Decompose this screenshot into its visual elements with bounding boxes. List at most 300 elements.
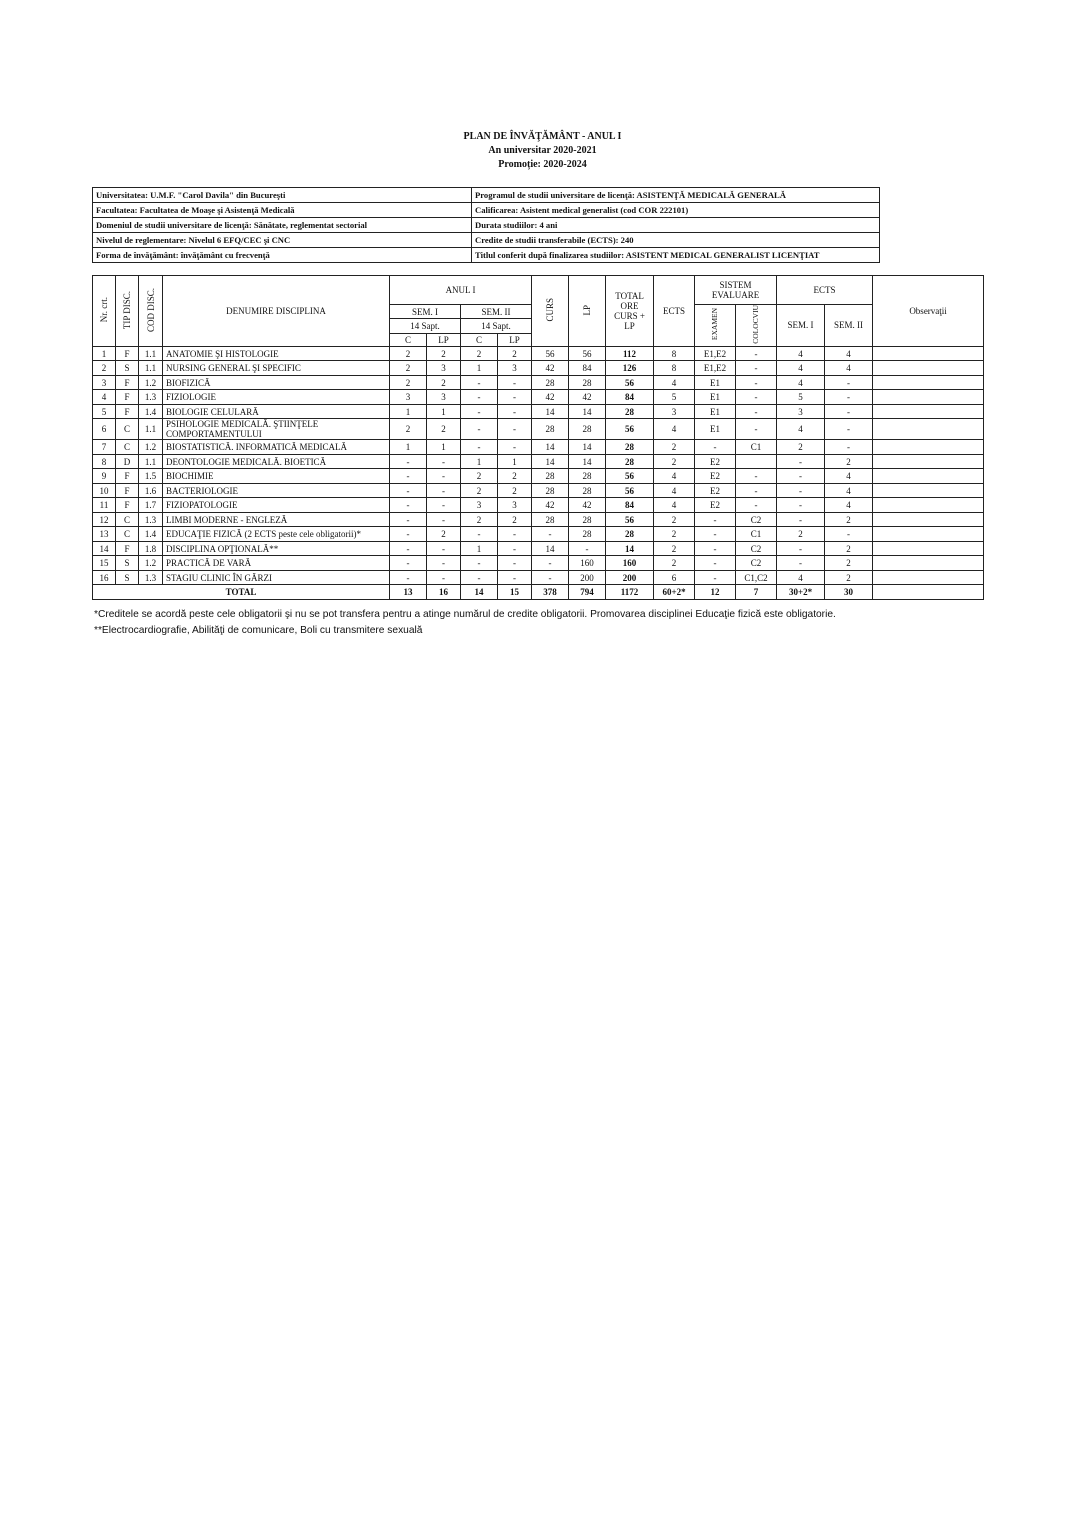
cell-tip: F	[116, 404, 139, 419]
cell-ects: 2	[654, 512, 695, 527]
total-cell: 7	[736, 585, 777, 600]
cell-examen: E2	[695, 483, 736, 498]
cell-tip: C	[116, 440, 139, 455]
cell-sem2-c: 2	[461, 346, 498, 361]
col-sem2-c: C	[461, 333, 498, 346]
cell-ects-sem1: 4	[777, 346, 825, 361]
cell-curs: 14	[532, 541, 569, 556]
plan-title: PLAN DE ÎNVĂŢĂMÂNT - ANUL I	[463, 131, 622, 142]
info-cell-left: Domeniul de studii universitare de licenţă: Sănătate, reglementat sectorial	[93, 218, 472, 233]
cell-sem2-lp: -	[498, 390, 532, 405]
cell-tip: S	[116, 361, 139, 376]
col-anul: ANUL I	[390, 276, 532, 305]
col-weeks1: 14 Sapt.	[390, 319, 461, 333]
total-cell: 30	[825, 585, 873, 600]
cell-name: BACTERIOLOGIE	[163, 483, 390, 498]
cell-sem2-c: 2	[461, 469, 498, 484]
cell-cod: 1.3	[139, 390, 163, 405]
cell-name: NURSING GENERAL ŞI SPECIFIC	[163, 361, 390, 376]
cell-nr: 12	[93, 512, 116, 527]
cell-sem1-lp: 2	[427, 419, 461, 440]
cell-ects-sem1: -	[777, 469, 825, 484]
cell-tip: F	[116, 469, 139, 484]
footnotes	[94, 607, 836, 639]
total-cell: 13	[390, 585, 427, 600]
cell-sem1-lp: 3	[427, 390, 461, 405]
cell-total: 84	[606, 390, 654, 405]
cell-curs: 42	[532, 361, 569, 376]
cell-ects-sem1: 4	[777, 419, 825, 440]
curriculum-table	[92, 275, 984, 600]
cell-examen: -	[695, 527, 736, 542]
cell-colocviu: C1	[736, 440, 777, 455]
cell-lp: 28	[569, 419, 606, 440]
col-sem2: SEM. II	[461, 305, 532, 319]
col-lp-total: LP	[569, 276, 606, 347]
info-cell-right: Credite de studii transferabile (ECTS): 240	[472, 233, 880, 248]
table-row	[93, 419, 984, 440]
cell-colocviu: C2	[736, 541, 777, 556]
cell-lp: 14	[569, 440, 606, 455]
cell-sem2-c: -	[461, 440, 498, 455]
cell-total: 28	[606, 404, 654, 419]
cell-tip: S	[116, 570, 139, 585]
info-row	[93, 248, 880, 263]
cell-sem2-c: -	[461, 419, 498, 440]
total-cell: 15	[498, 585, 532, 600]
cell-ects: 2	[654, 541, 695, 556]
cell-observatii	[873, 483, 984, 498]
table-row	[93, 361, 984, 376]
cell-nr: 6	[93, 419, 116, 440]
cell-nr: 1	[93, 346, 116, 361]
cell-total: 56	[606, 512, 654, 527]
cell-observatii	[873, 419, 984, 440]
cell-sem2-lp: -	[498, 570, 532, 585]
cell-sem1-c: -	[390, 483, 427, 498]
cell-curs: 28	[532, 512, 569, 527]
table-row	[93, 375, 984, 390]
cell-cod: 1.6	[139, 483, 163, 498]
cell-sem1-c: 2	[390, 346, 427, 361]
cell-total: 28	[606, 454, 654, 469]
promotion: Promoție: 2020-2024	[498, 159, 587, 170]
cell-curs: 42	[532, 390, 569, 405]
cell-curs: 42	[532, 498, 569, 513]
cell-ects: 4	[654, 419, 695, 440]
cell-tip: C	[116, 512, 139, 527]
cell-cod: 1.5	[139, 469, 163, 484]
cell-nr: 10	[93, 483, 116, 498]
cell-examen: E2	[695, 469, 736, 484]
cell-lp: -	[569, 541, 606, 556]
cell-curs: 14	[532, 440, 569, 455]
cell-curs: 28	[532, 469, 569, 484]
info-cell-right: Calificarea: Asistent medical generalist (cod COR 222101)	[472, 203, 880, 218]
cell-lp: 14	[569, 404, 606, 419]
cell-name: DISCIPLINA OPŢIONALĂ**	[163, 541, 390, 556]
cell-ects-sem2: 2	[825, 454, 873, 469]
cell-cod: 1.8	[139, 541, 163, 556]
cell-lp: 56	[569, 346, 606, 361]
col-sem1-lp: LP	[427, 333, 461, 346]
cell-sem2-lp: 2	[498, 469, 532, 484]
table-row	[93, 390, 984, 405]
cell-ects-sem1: -	[777, 541, 825, 556]
cell-ects-sem2: 2	[825, 556, 873, 571]
cell-lp: 28	[569, 512, 606, 527]
info-cell-left: Nivelul de reglementare: Nivelul 6 EFQ/CEC şi CNC	[93, 233, 472, 248]
col-sem2-lp: LP	[498, 333, 532, 346]
cell-tip: F	[116, 375, 139, 390]
cell-name: PRACTICĂ DE VARĂ	[163, 556, 390, 571]
table-row	[93, 512, 984, 527]
col-observatii: Observaţii	[873, 276, 984, 347]
cell-name: STAGIU CLINIC ÎN GĂRZI	[163, 570, 390, 585]
academic-year: An universitar 2020-2021	[488, 145, 597, 156]
program-info-table	[92, 187, 880, 263]
col-sistem-evaluare: SISTEM EVALUARE	[695, 276, 777, 305]
col-total: TOTAL ORE CURS + LP	[606, 276, 654, 347]
cell-total: 200	[606, 570, 654, 585]
cell-sem2-lp: 1	[498, 454, 532, 469]
cell-ects: 2	[654, 440, 695, 455]
cell-ects-sem2: -	[825, 375, 873, 390]
cell-lp: 28	[569, 375, 606, 390]
cell-nr: 5	[93, 404, 116, 419]
cell-sem1-c: 1	[390, 404, 427, 419]
cell-total: 56	[606, 469, 654, 484]
cell-ects: 8	[654, 346, 695, 361]
cell-sem1-c: -	[390, 570, 427, 585]
cell-total: 84	[606, 498, 654, 513]
info-cell-left: Universitatea: U.M.F. "Carol Davila" din Bucureşti	[93, 188, 472, 203]
total-cell	[873, 585, 984, 600]
cell-cod: 1.1	[139, 419, 163, 440]
cell-colocviu: -	[736, 404, 777, 419]
cell-sem2-c: -	[461, 556, 498, 571]
cell-name: BIOCHIMIE	[163, 469, 390, 484]
cell-observatii	[873, 570, 984, 585]
cell-tip: F	[116, 498, 139, 513]
cell-ects-sem1: 5	[777, 390, 825, 405]
cell-ects-sem1: -	[777, 498, 825, 513]
cell-total: 14	[606, 541, 654, 556]
col-ects: ECTS	[654, 276, 695, 347]
total-cell: 16	[427, 585, 461, 600]
cell-tip: F	[116, 483, 139, 498]
cell-curs: -	[532, 527, 569, 542]
cell-ects-sem1: 2	[777, 440, 825, 455]
cell-observatii	[873, 498, 984, 513]
cell-nr: 4	[93, 390, 116, 405]
cell-examen: E1	[695, 390, 736, 405]
cell-total: 56	[606, 483, 654, 498]
cell-sem1-lp: -	[427, 556, 461, 571]
total-cell: 14	[461, 585, 498, 600]
col-sem1-c: C	[390, 333, 427, 346]
cell-sem2-c: 2	[461, 483, 498, 498]
cell-colocviu: C1	[736, 527, 777, 542]
col-nr: Nr. crt.	[93, 276, 116, 347]
cell-ects-sem1: 2	[777, 527, 825, 542]
cell-examen: -	[695, 541, 736, 556]
cell-ects: 4	[654, 498, 695, 513]
cell-sem1-c: -	[390, 469, 427, 484]
cell-ects: 4	[654, 483, 695, 498]
cell-examen: E2	[695, 454, 736, 469]
cell-curs: -	[532, 570, 569, 585]
cell-ects-sem2: 4	[825, 469, 873, 484]
cell-sem1-c: -	[390, 512, 427, 527]
cell-examen: E1	[695, 375, 736, 390]
col-sem1: SEM. I	[390, 305, 461, 319]
cell-cod: 1.3	[139, 570, 163, 585]
cell-examen: E1,E2	[695, 361, 736, 376]
cell-name: BIOSTATISTICĂ. INFORMATICĂ MEDICALĂ	[163, 440, 390, 455]
cell-colocviu: C2	[736, 512, 777, 527]
info-row	[93, 233, 880, 248]
cell-ects-sem1: 4	[777, 361, 825, 376]
cell-sem2-lp: -	[498, 440, 532, 455]
cell-ects-sem2: -	[825, 419, 873, 440]
cell-ects: 2	[654, 556, 695, 571]
total-cell: 794	[569, 585, 606, 600]
col-colocviu: COLOCVIU	[736, 305, 777, 347]
document-header	[0, 130, 1085, 172]
cell-ects-sem1: -	[777, 483, 825, 498]
cell-nr: 2	[93, 361, 116, 376]
cell-lp: 84	[569, 361, 606, 376]
info-cell-right: Durata studiilor: 4 ani	[472, 218, 880, 233]
cell-colocviu: -	[736, 483, 777, 498]
col-name: DENUMIRE DISCIPLINA	[163, 276, 390, 347]
cell-ects-sem1: -	[777, 512, 825, 527]
info-row	[93, 218, 880, 233]
col-ects-group: ECTS	[777, 276, 873, 305]
cell-lp: 42	[569, 498, 606, 513]
cell-total: 28	[606, 527, 654, 542]
cell-colocviu: -	[736, 498, 777, 513]
cell-sem1-lp: 1	[427, 404, 461, 419]
cell-examen: E1	[695, 419, 736, 440]
cell-lp: 28	[569, 469, 606, 484]
col-cod: COD DISC.	[139, 276, 163, 347]
table-row	[93, 527, 984, 542]
cell-sem1-c: 2	[390, 419, 427, 440]
cell-ects: 4	[654, 469, 695, 484]
cell-sem2-c: 1	[461, 541, 498, 556]
cell-sem2-c: 1	[461, 454, 498, 469]
cell-cod: 1.1	[139, 454, 163, 469]
cell-sem2-lp: -	[498, 556, 532, 571]
cell-tip: F	[116, 541, 139, 556]
cell-cod: 1.2	[139, 556, 163, 571]
cell-sem1-lp: -	[427, 498, 461, 513]
cell-ects-sem2: 4	[825, 346, 873, 361]
cell-sem2-c: -	[461, 390, 498, 405]
cell-ects-sem1: 4	[777, 570, 825, 585]
cell-observatii	[873, 556, 984, 571]
cell-colocviu: -	[736, 469, 777, 484]
cell-ects-sem2: 2	[825, 512, 873, 527]
table-row	[93, 498, 984, 513]
total-cell: 12	[695, 585, 736, 600]
cell-nr: 15	[93, 556, 116, 571]
total-cell: 378	[532, 585, 569, 600]
cell-sem1-lp: -	[427, 570, 461, 585]
table-row	[93, 570, 984, 585]
cell-name: BIOLOGIE CELULARĂ	[163, 404, 390, 419]
cell-nr: 3	[93, 375, 116, 390]
table-row	[93, 440, 984, 455]
cell-ects-sem2: 4	[825, 361, 873, 376]
cell-ects-sem1: 4	[777, 375, 825, 390]
cell-ects-sem2: -	[825, 404, 873, 419]
cell-colocviu: -	[736, 361, 777, 376]
cell-sem1-c: -	[390, 556, 427, 571]
cell-colocviu: C2	[736, 556, 777, 571]
cell-ects: 2	[654, 454, 695, 469]
cell-cod: 1.1	[139, 346, 163, 361]
total-label: TOTAL	[93, 585, 390, 600]
cell-sem2-c: 2	[461, 512, 498, 527]
cell-name: PSIHOLOGIE MEDICALĂ. ŞTIINŢELE COMPORTAMENTULUI	[163, 419, 390, 440]
footnote-optional: **Electrocardiografie, Abilităţi de comunicare, Boli cu transmitere sexuală	[94, 625, 423, 636]
cell-observatii	[873, 346, 984, 361]
cell-examen: E1,E2	[695, 346, 736, 361]
cell-ects-sem1: 3	[777, 404, 825, 419]
cell-cod: 1.4	[139, 404, 163, 419]
cell-ects: 5	[654, 390, 695, 405]
table-row	[93, 454, 984, 469]
cell-sem1-c: -	[390, 541, 427, 556]
cell-ects: 3	[654, 404, 695, 419]
cell-observatii	[873, 390, 984, 405]
col-ects-sem2: SEM. II	[825, 305, 873, 347]
cell-sem1-c: 1	[390, 440, 427, 455]
cell-tip: F	[116, 390, 139, 405]
cell-nr: 13	[93, 527, 116, 542]
cell-tip: C	[116, 527, 139, 542]
cell-colocviu: -	[736, 419, 777, 440]
cell-sem1-lp: -	[427, 469, 461, 484]
cell-name: FIZIOLOGIE	[163, 390, 390, 405]
cell-sem2-c: -	[461, 570, 498, 585]
cell-sem1-lp: 3	[427, 361, 461, 376]
cell-colocviu: -	[736, 346, 777, 361]
table-row	[93, 541, 984, 556]
info-row	[93, 203, 880, 218]
cell-colocviu	[736, 454, 777, 469]
cell-cod: 1.1	[139, 361, 163, 376]
col-examen: EXAMEN	[695, 305, 736, 347]
cell-observatii	[873, 527, 984, 542]
cell-cod: 1.3	[139, 512, 163, 527]
cell-ects-sem1: -	[777, 556, 825, 571]
cell-tip: F	[116, 346, 139, 361]
cell-name: EDUCAŢIE FIZICĂ (2 ECTS peste cele obligatorii)*	[163, 527, 390, 542]
cell-sem2-lp: 3	[498, 498, 532, 513]
info-cell-right: Titlul conferit după finalizarea studiilor: ASISTENT MEDICAL GENERALIST LICENŢIAT	[472, 248, 880, 263]
table-row	[93, 469, 984, 484]
cell-ects-sem2: 4	[825, 498, 873, 513]
cell-tip: S	[116, 556, 139, 571]
cell-sem1-lp: 2	[427, 375, 461, 390]
col-ects-sem1: SEM. I	[777, 305, 825, 347]
cell-cod: 1.2	[139, 375, 163, 390]
cell-examen: E2	[695, 498, 736, 513]
col-tip: TIP DISC.	[116, 276, 139, 347]
cell-ects: 8	[654, 361, 695, 376]
info-cell-right: Programul de studii universitare de licenţă: ASISTENŢĂ MEDICALĂ GENERALĂ	[472, 188, 880, 203]
cell-cod: 1.7	[139, 498, 163, 513]
cell-sem2-c: -	[461, 375, 498, 390]
cell-examen: -	[695, 570, 736, 585]
cell-sem1-lp: -	[427, 512, 461, 527]
cell-observatii	[873, 454, 984, 469]
table-row	[93, 556, 984, 571]
cell-sem1-lp: 2	[427, 527, 461, 542]
cell-observatii	[873, 404, 984, 419]
cell-ects-sem2: -	[825, 440, 873, 455]
cell-observatii	[873, 512, 984, 527]
cell-observatii	[873, 541, 984, 556]
cell-nr: 16	[93, 570, 116, 585]
cell-sem1-lp: -	[427, 483, 461, 498]
cell-sem1-c: -	[390, 454, 427, 469]
cell-colocviu: -	[736, 390, 777, 405]
cell-ects: 4	[654, 375, 695, 390]
cell-examen: E1	[695, 404, 736, 419]
cell-lp: 160	[569, 556, 606, 571]
cell-ects-sem2: 2	[825, 570, 873, 585]
cell-sem1-lp: -	[427, 454, 461, 469]
cell-nr: 8	[93, 454, 116, 469]
cell-lp: 42	[569, 390, 606, 405]
cell-lp: 28	[569, 483, 606, 498]
cell-ects-sem2: 4	[825, 483, 873, 498]
cell-observatii	[873, 361, 984, 376]
cell-examen: -	[695, 556, 736, 571]
cell-curs: 28	[532, 483, 569, 498]
cell-sem2-c: 3	[461, 498, 498, 513]
cell-sem2-lp: -	[498, 419, 532, 440]
cell-ects-sem1: -	[777, 454, 825, 469]
cell-observatii	[873, 375, 984, 390]
cell-sem2-lp: -	[498, 404, 532, 419]
cell-cod: 1.2	[139, 440, 163, 455]
cell-sem2-c: -	[461, 527, 498, 542]
cell-sem1-c: -	[390, 498, 427, 513]
cell-total: 28	[606, 440, 654, 455]
info-row	[93, 188, 880, 203]
cell-sem1-c: 2	[390, 361, 427, 376]
cell-examen: -	[695, 512, 736, 527]
cell-name: LIMBI MODERNE - ENGLEZĂ	[163, 512, 390, 527]
cell-ects: 6	[654, 570, 695, 585]
cell-curs: 14	[532, 454, 569, 469]
total-cell: 30+2*	[777, 585, 825, 600]
cell-sem1-c: -	[390, 527, 427, 542]
cell-sem2-lp: 2	[498, 512, 532, 527]
cell-observatii	[873, 469, 984, 484]
cell-sem1-c: 3	[390, 390, 427, 405]
cell-sem2-lp: -	[498, 375, 532, 390]
cell-examen: -	[695, 440, 736, 455]
cell-curs: -	[532, 556, 569, 571]
cell-sem2-lp: 2	[498, 483, 532, 498]
